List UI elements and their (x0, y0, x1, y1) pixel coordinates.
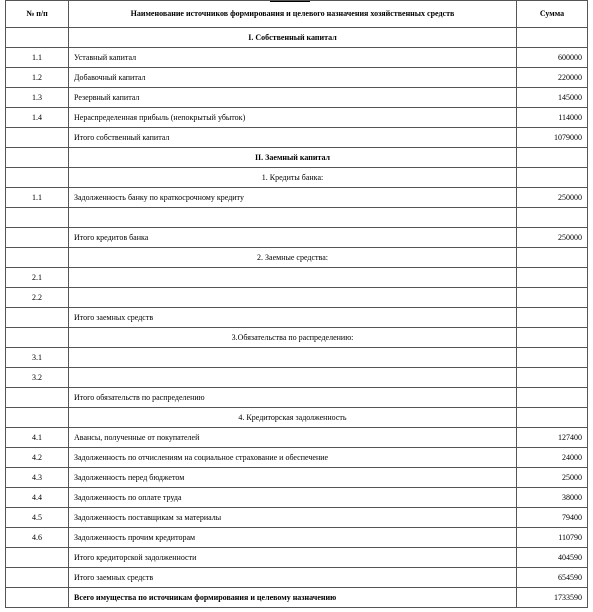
row-sum (517, 288, 588, 308)
row-name: Задолженность поставщикам за материалы (69, 508, 517, 528)
row-number: 1.3 (6, 88, 69, 108)
empty-sum-cell (517, 28, 588, 48)
table-row (6, 128, 588, 148)
row-sum: 404590 (517, 548, 588, 568)
empty-number-cell (6, 148, 69, 168)
row-name: Авансы, полученные от покупателей (69, 428, 517, 448)
section-title: II. Заемный капитал (69, 148, 517, 168)
row-sum (517, 268, 588, 288)
table-row (6, 228, 588, 248)
row-sum: 600000 (517, 48, 588, 68)
sources-table (5, 0, 588, 608)
table-body (6, 28, 588, 608)
empty-number-cell (6, 328, 69, 348)
row-sum: 114000 (517, 108, 588, 128)
subsection-title: 4. Кредиторская задолженность (69, 408, 517, 428)
row-number: 4.2 (6, 448, 69, 468)
row-number: 3.1 (6, 348, 69, 368)
section-title: I. Собственный капитал (69, 28, 517, 48)
empty-number-cell (6, 168, 69, 188)
table-row (6, 348, 588, 368)
empty-number-cell (6, 248, 69, 268)
subsection-title: 1. Кредиты банка: (69, 168, 517, 188)
row-sum: 38000 (517, 488, 588, 508)
table-row (6, 308, 588, 328)
row-name (69, 208, 517, 228)
row-name: Итого кредитов банка (69, 228, 517, 248)
row-name: Итого заемных средств (69, 568, 517, 588)
row-number: 2.2 (6, 288, 69, 308)
table-row (6, 468, 588, 488)
table-row (6, 288, 588, 308)
row-sum: 25000 (517, 468, 588, 488)
row-number: 4.3 (6, 468, 69, 488)
row-name: Итого собственный капитал (69, 128, 517, 148)
table-row (6, 568, 588, 588)
empty-sum-cell (517, 168, 588, 188)
row-sum (517, 368, 588, 388)
row-number (6, 588, 69, 608)
row-name: Задолженность перед бюджетом (69, 468, 517, 488)
row-name: Добавочный капитал (69, 68, 517, 88)
row-number (6, 568, 69, 588)
row-sum: 654590 (517, 568, 588, 588)
row-name (69, 348, 517, 368)
subsection-row (6, 248, 588, 268)
table-row (6, 368, 588, 388)
table-row (6, 68, 588, 88)
table-row (6, 548, 588, 568)
row-sum: 220000 (517, 68, 588, 88)
row-sum: 127400 (517, 428, 588, 448)
column-header-sum: Сумма (517, 1, 588, 28)
row-number: 1.1 (6, 188, 69, 208)
row-name: Задолженность по оплате труда (69, 488, 517, 508)
row-name: Итого обязательств по распределению (69, 388, 517, 408)
row-sum: 1079000 (517, 128, 588, 148)
row-name: Уставный капитал (69, 48, 517, 68)
empty-sum-cell (517, 408, 588, 428)
row-sum (517, 308, 588, 328)
row-name: Задолженность банку по краткосрочному кредиту (69, 188, 517, 208)
subsection-row (6, 328, 588, 348)
row-name: Всего имущества по источникам формирования и целевому назначению (69, 588, 517, 608)
row-number: 4.5 (6, 508, 69, 528)
grand-total-row (6, 588, 588, 608)
row-sum: 1733590 (517, 588, 588, 608)
row-name (69, 368, 517, 388)
row-sum: 110790 (517, 528, 588, 548)
row-sum: 250000 (517, 188, 588, 208)
table-row (6, 88, 588, 108)
row-number: 1.4 (6, 108, 69, 128)
row-sum (517, 208, 588, 228)
column-header-name: Наименование источников формирования и целевого назначения хозяйственных средств (69, 1, 517, 28)
empty-number-cell (6, 408, 69, 428)
empty-sum-cell (517, 248, 588, 268)
row-name (69, 268, 517, 288)
balance-sources-document (5, 0, 587, 608)
table-row (6, 528, 588, 548)
empty-sum-cell (517, 148, 588, 168)
row-sum: 24000 (517, 448, 588, 468)
empty-sum-cell (517, 328, 588, 348)
subsection-row (6, 408, 588, 428)
row-sum: 145000 (517, 88, 588, 108)
row-name: Задолженность прочим кредиторам (69, 528, 517, 548)
table-row (6, 508, 588, 528)
row-name: Задолженность по отчислениям на социальное страхование и обеспечение (69, 448, 517, 468)
empty-number-cell (6, 28, 69, 48)
row-number: 1.1 (6, 48, 69, 68)
row-number (6, 308, 69, 328)
subsection-title: 2. Заемные средства: (69, 248, 517, 268)
row-number: 4.6 (6, 528, 69, 548)
table-row (6, 48, 588, 68)
row-number: 3.2 (6, 368, 69, 388)
row-name: Резервный капитал (69, 88, 517, 108)
subsection-title: 3.Обязательства по распределению: (69, 328, 517, 348)
section-row (6, 28, 588, 48)
row-number (6, 228, 69, 248)
row-number: 1.2 (6, 68, 69, 88)
table-row (6, 428, 588, 448)
table-header-row (6, 1, 588, 28)
row-number (6, 548, 69, 568)
table-row (6, 388, 588, 408)
row-sum (517, 388, 588, 408)
table-row (6, 488, 588, 508)
table-row (6, 108, 588, 128)
row-sum (517, 348, 588, 368)
row-number: 2.1 (6, 268, 69, 288)
table-row (6, 448, 588, 468)
row-name (69, 288, 517, 308)
subsection-row (6, 168, 588, 188)
row-number: 4.1 (6, 428, 69, 448)
table-row (6, 188, 588, 208)
row-name: Итого заемных средств (69, 308, 517, 328)
row-sum: 250000 (517, 228, 588, 248)
row-name: Нераспределенная прибыль (непокрытый убыток) (69, 108, 517, 128)
row-number: 4.4 (6, 488, 69, 508)
row-sum: 79400 (517, 508, 588, 528)
table-row (6, 268, 588, 288)
column-header-number: № п/п (6, 1, 69, 28)
row-name: Итого кредиторской задолженности (69, 548, 517, 568)
section-row (6, 148, 588, 168)
row-number (6, 208, 69, 228)
table-row (6, 208, 588, 228)
row-number (6, 388, 69, 408)
row-number (6, 128, 69, 148)
